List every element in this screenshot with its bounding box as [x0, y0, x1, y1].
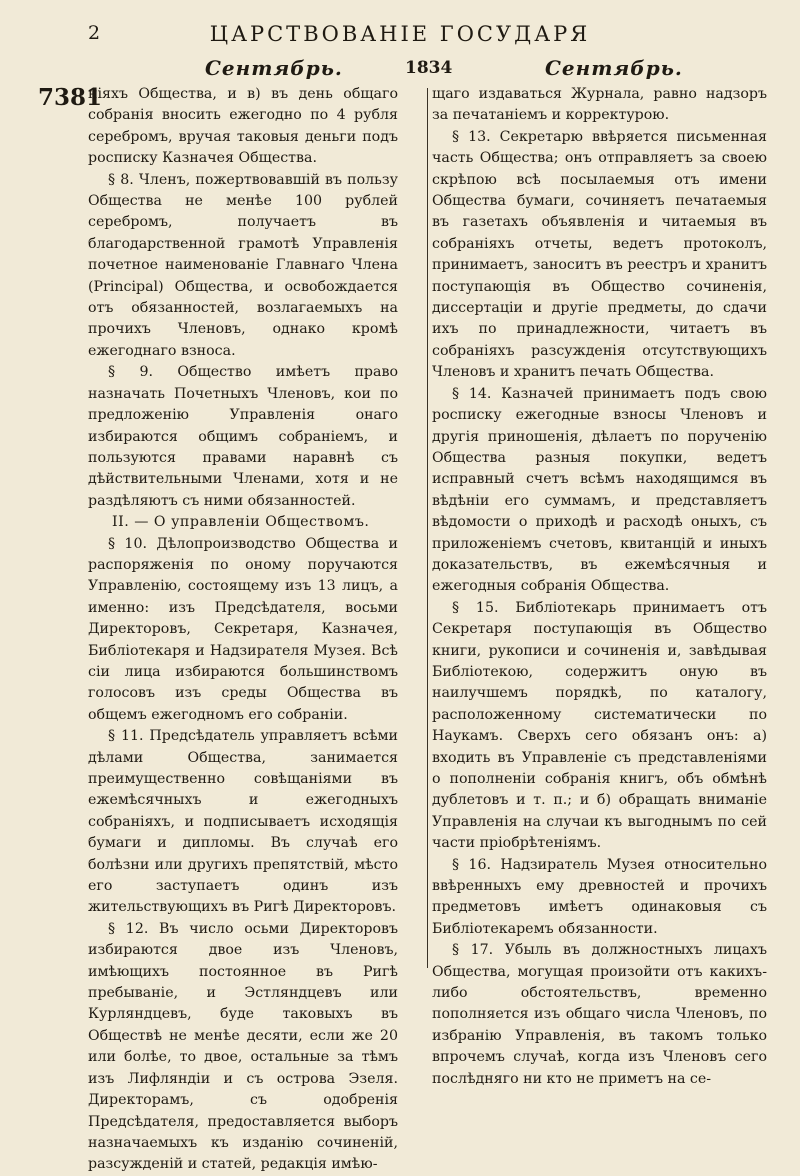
paragraph-continuation: щаго издаваться Журнала, равно надзоръ за печатаніемъ и корректурою.: [432, 86, 767, 124]
left-column: [88, 84, 398, 1176]
paragraph-section-10: § 10. Дѣлопроизводство Общества и распоряженія по оному поручаются Управленію, состоящему изъ 13 лицъ, а именно: изъ Предсѣдателя, восьми Директоровъ, Секретаря, Казначея, Библіотекаря и Надзирателя Музея. Всѣ сіи лица избираются большинствомъ голосовъ изъ среды Общества въ общемъ ежегодномъ его собраніи.: [88, 535, 398, 723]
paragraph-section-14: § 14. Казначей принимаетъ подъ свою росписку ежегодные взносы Членовъ и другія приношенія, дѣлаетъ по порученію Общества разныя покупки, ведетъ исправный счетъ всѣмъ находящимся въ вѣдѣніи его суммамъ, и представляетъ вѣдомости о приходѣ и расходѣ оныхъ, съ приложеніемъ счетовъ, квитанцій и иныхъ доказательствъ, въ ежемѣсячныя и ежегодныя собранія Общества.: [432, 385, 767, 595]
right-column: [432, 84, 767, 1090]
page-number: 2: [88, 22, 101, 44]
law-number: 7381: [38, 84, 103, 111]
month-right: Сентябрь.: [545, 56, 683, 80]
paragraph-section-11: § 11. Предсѣдатель управляетъ всѣми дѣлами Общества, занимается преимущественно совѣщаніями въ ежемѣсячныхъ и ежегодныхъ собраніяхъ, и подписываетъ исходящія бумаги и дипломы. Въ случаѣ его болѣзни или другихъ препятствій, мѣсто его заступаетъ одинъ изъ жительствующихъ въ Ригѣ Директоровъ.: [88, 728, 398, 916]
paragraph-section-12: § 12. Въ число осьми Директоровъ избираются двое изъ Членовъ, имѣющихъ постоянное въ Ригѣ пребываніе, и Эстляндцевъ или Курляндцевъ, буде таковыхъ въ Обществѣ не менѣе десяти, если же 20 или болѣе, то двое, остальные за тѣмъ изъ Лифляндіи и съ острова Эзеля. Директорамъ, съ одобренія Предсѣдателя, предоставляется выборъ назначаемыхъ къ изданію сочиненій, разсужденій и статей, редакція имѣю-: [88, 920, 398, 1173]
paragraph-section-13: § 13. Секретарю ввѣряется письменная часть Общества; онъ отправляетъ за своею скрѣпою всѣ посылаемыя отъ имени Общества бумаги, сочиняетъ печатаемыя въ газетахъ объявленія и читаемыя въ собраніяхъ отчеты, ведетъ протоколъ, принимаетъ, заноситъ въ реестръ и хранитъ поступающія въ Общество сочиненія, диссертаціи и другіе предметы, до сдачи ихъ по принадлежности, читаетъ въ собраніяхъ разсужденія отсутствующихъ Членовъ и хранитъ печать Общества.: [432, 128, 767, 381]
month-left: Сентябрь.: [205, 56, 343, 80]
paragraph-section-16: § 16. Надзиратель Музея относительно ввѣренныхъ ему древностей и прочихъ предметовъ имѣетъ одинаковыя съ Библіотекаремъ обязанности.: [432, 856, 767, 937]
year: 1834: [405, 58, 453, 78]
paragraph-section-8: § 8. Членъ, пожертвовавшій въ пользу Общества не менѣе 100 рублей серебромъ, получаетъ въ благодарственной грамотѣ Управленія почетное наименованіе Главнаго Члена (Principal) Общества, и освобождается отъ обязанностей, возлагаемыхъ на прочихъ Членовъ, однако кромѣ ежегоднаго взноса.: [88, 171, 398, 359]
running-title: ЦАРСТВОВАНІЕ ГОСУДАРЯ: [209, 22, 591, 46]
paragraph-section-9: § 9. Общество имѣетъ право назначать Почетныхъ Членовъ, кои по предложенію Управленія онаго избираются общимъ собраніемъ, и пользуются правами наравнѣ съ дѣйствительными Членами, хотя и не раздѣляютъ съ ними обязанностей.: [88, 364, 398, 509]
chapter-heading: II. — О управленіи Обществомъ.: [112, 514, 370, 531]
column-divider: [427, 88, 428, 968]
paragraph-section-15: § 15. Библіотекарь принимаетъ отъ Секретаря поступающія въ Общество книги, рукописи и сочиненія и, завѣдывая Библіотекою, содержитъ оную въ наилучшемъ порядкѣ, по каталогу, расположенному систематически по Наукамъ. Сверхъ сего обязанъ онъ: а) входить въ Управленіе съ представленіями о пополненіи собранія книгъ, объ обмѣнѣ дублетовъ и т. п.; и б) обращать вниманіе Управленія на случаи къ выгоднымъ по сей части пріобрѣтеніямъ.: [432, 599, 767, 852]
paragraph-continuation: ніяхъ Общества, и в) въ день общаго собранія вносить ежегодно по 4 рубля серебромъ, вручая таковыя деньги подъ росписку Казначея Общества.: [88, 86, 398, 167]
paragraph-section-17: § 17. Убыль въ должностныхъ лицахъ Общества, могущая произойти отъ какихъ-либо обстоятельствъ, временно пополняется изъ общаго числа Членовъ, по избранію Управленія, въ такомъ только впрочемъ случаѣ, когда изъ Членовъ сего послѣдняго ни кто не приметъ на се-: [432, 942, 767, 1087]
